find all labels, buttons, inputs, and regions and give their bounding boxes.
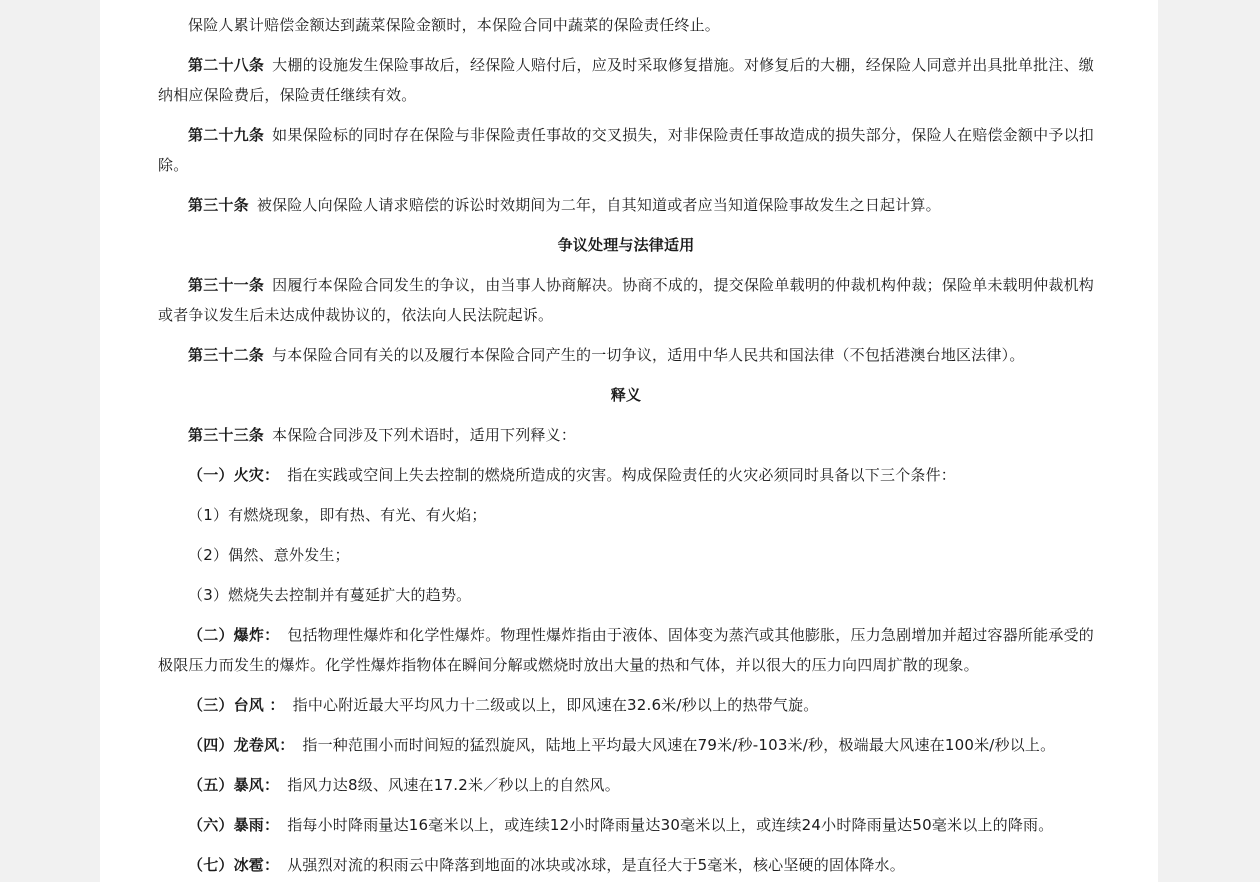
clause-paragraph [158,190,1094,220]
clause-label: （一）火灾： [188,466,280,484]
section-heading: 释义 [610,386,642,404]
clause-text: 指风力达8级、风速在17.2米／秒以上的自然风。 [287,776,620,794]
clause-text: 指中心附近最大平均风力十二级或以上，即风速在32.6米/秒以上的热带气旋。 [292,696,819,714]
clause-paragraph [158,270,1094,330]
clause-label: 第三十条 [188,196,249,214]
clause-text: （3）燃烧失去控制并有蔓延扩大的趋势。 [188,586,472,604]
clause-label: 第三十三条 [188,426,265,444]
body-paragraph [158,580,1094,610]
clause-label: （六）暴雨： [188,816,280,834]
clause-paragraph [158,730,1094,760]
clause-text: 保险人累计赔偿金额达到蔬菜保险金额时，本保险合同中蔬菜的保险责任终止。 [188,16,721,34]
clause-label: （五）暴风： [188,776,280,794]
clause-text: 大棚的设施发生保险事故后，经保险人赔付后，应及时采取修复措施。对修复后的大棚，经保险人同意并出具批单批注、缴纳相应保险费后，保险责任继续有效。 [158,56,1094,104]
clause-text: 本保险合同涉及下列术语时，适用下列释义： [272,426,577,444]
clause-text: 指一种范围小而时间短的猛烈旋风，陆地上平均最大风速在79米/秒-103米/秒，极端最大风速在100米/秒以上。 [302,736,1056,754]
clause-paragraph [158,810,1094,840]
clause-paragraph [158,620,1094,680]
clause-paragraph [158,850,1094,880]
clause-text: 因履行本保险合同发生的争议，由当事人协商解决。协商不成的，提交保险单载明的仲裁机构仲裁；保险单未载明仲裁机构或者争议发生后未达成仲裁协议的，依法向人民法院起诉。 [158,276,1094,324]
clause-paragraph [158,50,1094,110]
clause-text: 指在实践或空间上失去控制的燃烧所造成的灾害。构成保险责任的火灾必须同时具备以下三个条件： [287,466,957,484]
clause-paragraph [158,420,1094,450]
clause-paragraph [158,690,1094,720]
clause-text: 如果保险标的同时存在保险与非保险责任事故的交叉损失，对非保险责任事故造成的损失部分，保险人在赔偿金额中予以扣除。 [158,126,1094,174]
clause-label: 第三十二条 [188,346,265,364]
body-paragraph [158,540,1094,570]
clause-paragraph [158,340,1094,370]
clause-text: 从强烈对流的积雨云中降落到地面的冰块或冰球，是直径大于5毫米，核心坚硬的固体降水。 [287,856,905,874]
clause-text: 被保险人向保险人请求赔偿的诉讼时效期间为二年，自其知道或者应当知道保险事故发生之日起计算。 [256,196,941,214]
clause-paragraph [158,770,1094,800]
clause-label: （二）爆炸： [188,626,280,644]
clause-label: 第二十九条 [188,126,265,144]
section-heading: 争议处理与法律适用 [557,236,695,254]
clause-text: （2）偶然、意外发生； [188,546,350,564]
clause-text: 包括物理性爆炸和化学性爆炸。物理性爆炸指由于液体、固体变为蒸汽或其他膨胀，压力急剧增加并超过容器所能承受的极限压力而发生的爆炸。化学性爆炸指物体在瞬间分解或燃烧时放出大量的热和气体，并以很大的压力向四周扩散的现象。 [158,626,1095,674]
document-body [158,10,1094,882]
clause-text: （1）有燃烧现象，即有热、有光、有火焰； [188,506,487,524]
clause-paragraph [158,120,1094,180]
clause-text: 指每小时降雨量达16毫米以上，或连续12小时降雨量达30毫米以上，或连续24小时降雨量达50毫米以上的降雨。 [287,816,1054,834]
clause-label: （七）冰雹： [188,856,280,874]
clause-label: 第三十一条 [188,276,265,294]
body-paragraph [158,10,1094,40]
document-page [100,0,1158,882]
clause-label: 第二十八条 [188,56,265,74]
clause-text: 与本保险合同有关的以及履行本保险合同产生的一切争议，适用中华人民共和国法律（不包括港澳台地区法律）。 [272,346,1025,364]
clause-paragraph [158,460,1094,490]
clause-label: （四）龙卷风： [188,736,295,754]
body-paragraph [158,500,1094,530]
clause-label: （三）台风 ： [188,696,285,714]
